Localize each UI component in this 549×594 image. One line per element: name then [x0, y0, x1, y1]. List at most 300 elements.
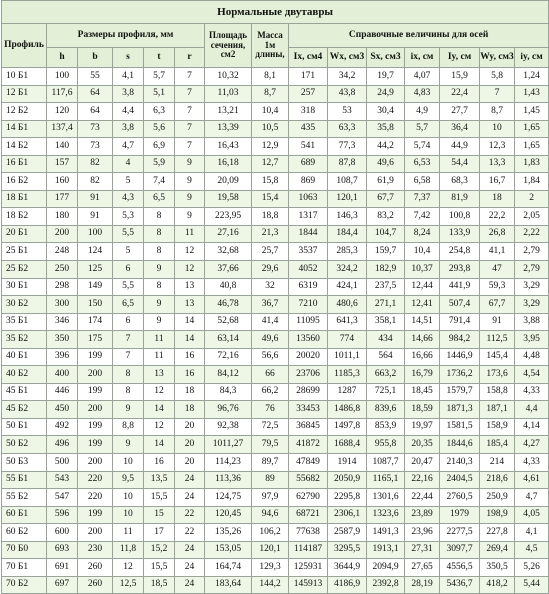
table-cell: 64	[78, 103, 113, 121]
profile-cell: 55 Б1	[2, 471, 47, 489]
table-cell: 24	[175, 489, 205, 507]
profile-cell: 60 Б1	[2, 506, 47, 524]
table-cell: 79,5	[252, 436, 289, 454]
table-cell: 199	[78, 436, 113, 454]
table-cell: 1491,3	[367, 524, 405, 542]
table-cell: 22,44	[405, 489, 440, 507]
table-cell: 11,8	[113, 541, 144, 559]
table-cell: 1913,1	[367, 541, 405, 559]
table-cell: 67,7	[480, 296, 515, 314]
table-cell: 318	[289, 103, 328, 121]
table-cell: 11095	[289, 313, 328, 331]
table-cell: 10,4	[252, 103, 289, 121]
table-cell: 285,3	[328, 243, 367, 261]
table-cell: 10	[480, 120, 515, 138]
table-row	[2, 103, 549, 121]
table-cell: 72,5	[252, 418, 289, 436]
table-cell: 18,5	[144, 576, 175, 594]
table-cell: 20	[175, 454, 205, 472]
i-beam-table	[1, 0, 549, 594]
table-cell: 89,7	[252, 454, 289, 472]
table-cell: 19,58	[205, 190, 252, 208]
table-cell: 693	[47, 541, 78, 559]
table-cell: 725,1	[367, 383, 405, 401]
table-cell: 35,8	[367, 120, 405, 138]
table-cell: 66,2	[252, 383, 289, 401]
profile-cell: 35 Б1	[2, 313, 47, 331]
table-cell: 2,22	[515, 225, 549, 243]
profile-cell: 55 Б2	[2, 489, 47, 507]
table-cell: 691	[47, 559, 78, 577]
table-cell: 16	[144, 454, 175, 472]
table-cell: 4,7	[113, 138, 144, 156]
table-cell: 1844,6	[440, 436, 480, 454]
table-cell: 12	[113, 559, 144, 577]
table-cell: 4,27	[515, 436, 549, 454]
table-row	[2, 243, 549, 261]
table-cell: 1063	[289, 190, 328, 208]
table-cell: 4,48	[515, 348, 549, 366]
table-cell: 9	[175, 208, 205, 226]
table-cell: 200	[78, 454, 113, 472]
profile-cell: 20 Б1	[2, 225, 47, 243]
table-cell: 13,5	[144, 471, 175, 489]
table-cell: 200	[47, 225, 78, 243]
table-cell: 133,9	[440, 225, 480, 243]
table-cell: 149	[78, 278, 113, 296]
sub-header: h	[47, 48, 78, 68]
table-cell: 400	[47, 366, 78, 384]
table-cell: 663,2	[367, 366, 405, 384]
table-cell: 44,2	[367, 138, 405, 156]
table-cell: 1301,6	[367, 489, 405, 507]
table-cell: 4	[113, 155, 144, 173]
table-cell: 27,7	[440, 103, 480, 121]
table-row	[2, 471, 549, 489]
table-cell: 49,6	[367, 155, 405, 173]
table-cell: 135,26	[205, 524, 252, 542]
table-cell: 4,54	[515, 366, 549, 384]
table-cell: 24	[175, 559, 205, 577]
table-cell: 174	[78, 313, 113, 331]
profile-cell: 18 Б1	[2, 190, 47, 208]
table-cell: 61,9	[367, 173, 405, 191]
table-cell: 1087,7	[367, 454, 405, 472]
table-cell: 28,19	[405, 576, 440, 594]
table-row	[2, 383, 549, 401]
table-cell: 100,8	[440, 208, 480, 226]
table-cell: 120,45	[205, 506, 252, 524]
table-cell: 492	[47, 418, 78, 436]
table-cell: 56,6	[252, 348, 289, 366]
table-cell: 7	[113, 331, 144, 349]
table-cell: 14	[144, 401, 175, 419]
table-cell: 23,96	[405, 524, 440, 542]
table-cell: 2	[515, 190, 549, 208]
table-cell: 227,8	[480, 524, 515, 542]
profile-cell: 18 Б2	[2, 208, 47, 226]
table-cell: 158,9	[480, 418, 515, 436]
table-cell: 91	[78, 190, 113, 208]
table-cell: 12	[144, 418, 175, 436]
table-cell: 5,7	[144, 68, 175, 86]
table-cell: 5,74	[405, 138, 440, 156]
profile-cell: 25 Б2	[2, 261, 47, 279]
table-cell: 82	[78, 173, 113, 191]
table-cell: 2094,9	[367, 559, 405, 577]
table-cell: 49,6	[252, 331, 289, 349]
table-cell: 293,8	[440, 261, 480, 279]
table-cell: 41,4	[252, 313, 289, 331]
table-cell: 435	[289, 120, 328, 138]
table-cell: 269,4	[480, 541, 515, 559]
table-cell: 4,61	[515, 471, 549, 489]
table-cell: 9	[113, 436, 144, 454]
table-cell: 4,1	[515, 524, 549, 542]
table-cell: 4,7	[515, 489, 549, 507]
table-cell: 13,21	[205, 103, 252, 121]
table-cell: 1287	[328, 383, 367, 401]
table-cell: 124	[78, 243, 113, 261]
table-cell: 9	[175, 173, 205, 191]
sub-header: Wx, см3	[328, 48, 367, 68]
table-cell: 96,76	[205, 401, 252, 419]
group-sizes-header: Размеры профиля, мм	[47, 24, 205, 48]
table-row	[2, 541, 549, 559]
table-cell: 8	[144, 225, 175, 243]
table-cell: 7,42	[405, 208, 440, 226]
table-cell: 15,8	[252, 173, 289, 191]
table-cell: 3295,5	[328, 541, 367, 559]
profile-cell: 16 Б2	[2, 173, 47, 191]
table-row	[2, 401, 549, 419]
table-cell: 7	[175, 103, 205, 121]
table-cell: 8,1	[252, 68, 289, 86]
table-cell: 160	[47, 173, 78, 191]
col-mass-header: Масса 1м длины,	[252, 24, 289, 68]
table-row	[2, 331, 549, 349]
table-cell: 12,44	[405, 278, 440, 296]
table-cell: 6	[113, 261, 144, 279]
table-cell: 1323,6	[367, 506, 405, 524]
table-cell: 112,5	[480, 331, 515, 349]
table-cell: 6	[113, 313, 144, 331]
group-refs-header: Справочные величины для осей	[289, 24, 549, 48]
table-row	[2, 489, 549, 507]
table-cell: 55682	[289, 471, 328, 489]
table-row	[2, 68, 549, 86]
table-cell: 10	[113, 454, 144, 472]
table-cell: 1,45	[515, 103, 549, 121]
table-cell: 223,95	[205, 208, 252, 226]
table-cell: 14	[144, 436, 175, 454]
table-cell: 158,8	[480, 383, 515, 401]
table-cell: 175	[78, 331, 113, 349]
table-cell: 20,09	[205, 173, 252, 191]
table-cell: 3644,9	[328, 559, 367, 577]
table-cell: 1,83	[515, 155, 549, 173]
table-cell: 5,5	[113, 278, 144, 296]
table-cell: 434	[367, 331, 405, 349]
table-cell: 83,2	[367, 208, 405, 226]
table-cell: 220	[78, 489, 113, 507]
table-cell: 27,16	[205, 225, 252, 243]
table-cell: 67,7	[367, 190, 405, 208]
table-cell: 146,3	[328, 208, 367, 226]
table-cell: 10	[113, 489, 144, 507]
table-cell: 1486,8	[328, 401, 367, 419]
table-title: Нормальные двутавры	[2, 1, 549, 24]
table-cell: 22	[175, 524, 205, 542]
table-cell: 6,58	[405, 173, 440, 191]
table-cell: 177	[47, 190, 78, 208]
table-cell: 36845	[289, 418, 328, 436]
table-cell: 113,36	[205, 471, 252, 489]
table-cell: 441,9	[440, 278, 480, 296]
table-cell: 250	[47, 261, 78, 279]
table-cell: 73	[78, 138, 113, 156]
col-area-header: Площадь сечения, см2	[205, 24, 252, 68]
table-cell: 91	[480, 313, 515, 331]
table-cell: 33453	[289, 401, 328, 419]
table-cell: 869	[289, 173, 328, 191]
table-cell: 230	[78, 541, 113, 559]
table-cell: 11	[113, 524, 144, 542]
table-cell: 9	[144, 261, 175, 279]
table-cell: 5,5	[113, 225, 144, 243]
table-cell: 8	[144, 278, 175, 296]
table-cell: 7	[175, 120, 205, 138]
table-cell: 32,68	[205, 243, 252, 261]
table-cell: 13560	[289, 331, 328, 349]
table-cell: 5	[113, 173, 144, 191]
table-cell: 36,4	[440, 120, 480, 138]
profile-cell: 30 Б2	[2, 296, 47, 314]
table-cell: 5,26	[515, 559, 549, 577]
table-cell: 114,23	[205, 454, 252, 472]
table-cell: 25,7	[252, 243, 289, 261]
table-row	[2, 155, 549, 173]
sub-header: Ix, см4	[289, 48, 328, 68]
table-row	[2, 173, 549, 191]
table-cell: 641,3	[328, 313, 367, 331]
table-cell: 23706	[289, 366, 328, 384]
table-cell: 324,2	[328, 261, 367, 279]
table-cell: 2,05	[515, 208, 549, 226]
table-cell: 596	[47, 506, 78, 524]
table-cell: 9	[175, 155, 205, 173]
table-cell: 1446,9	[440, 348, 480, 366]
table-cell: 564	[367, 348, 405, 366]
table-cell: 125	[78, 261, 113, 279]
table-cell: 396	[47, 348, 78, 366]
table-cell: 84,3	[205, 383, 252, 401]
table-cell: 104,7	[367, 225, 405, 243]
table-cell: 1581,5	[440, 418, 480, 436]
table-cell: 5436,7	[440, 576, 480, 594]
table-row	[2, 190, 549, 208]
table-cell: 4,33	[515, 383, 549, 401]
table-cell: 47	[480, 261, 515, 279]
table-cell: 7	[480, 85, 515, 103]
table-cell: 496	[47, 436, 78, 454]
table-cell: 1497,8	[328, 418, 367, 436]
table-cell: 689	[289, 155, 328, 173]
table-cell: 8	[113, 366, 144, 384]
table-cell: 2050,9	[328, 471, 367, 489]
table-cell: 12	[175, 261, 205, 279]
table-cell: 1688,4	[328, 436, 367, 454]
table-cell: 3,88	[515, 313, 549, 331]
table-cell: 117,6	[47, 85, 78, 103]
profile-cell: 45 Б2	[2, 401, 47, 419]
table-cell: 4,14	[515, 418, 549, 436]
table-cell: 547	[47, 489, 78, 507]
table-cell: 14	[175, 331, 205, 349]
table-cell: 257	[289, 85, 328, 103]
table-cell: 3537	[289, 243, 328, 261]
profile-cell: 10 Б1	[2, 68, 47, 86]
table-cell: 29,6	[252, 261, 289, 279]
table-cell: 114187	[289, 541, 328, 559]
table-cell: 28699	[289, 383, 328, 401]
table-cell: 16,18	[205, 155, 252, 173]
table-cell: 41872	[289, 436, 328, 454]
profile-cell: 40 Б2	[2, 366, 47, 384]
table-row	[2, 366, 549, 384]
table-cell: 36,7	[252, 296, 289, 314]
table-cell: 16	[175, 348, 205, 366]
table-cell: 34,2	[328, 68, 367, 86]
table-cell: 248	[47, 243, 78, 261]
table-cell: 9	[144, 313, 175, 331]
table-cell: 5,44	[515, 576, 549, 594]
table-cell: 4,1	[113, 68, 144, 86]
table-cell: 44,9	[440, 138, 480, 156]
table-cell: 4,4	[113, 103, 144, 121]
table-cell: 7,4	[144, 173, 175, 191]
table-cell: 4556,5	[440, 559, 480, 577]
table-cell: 9	[113, 401, 144, 419]
table-cell: 8,8	[113, 418, 144, 436]
table-cell: 157	[47, 155, 78, 173]
table-cell: 37,66	[205, 261, 252, 279]
table-cell: 1317	[289, 208, 328, 226]
table-cell: 200	[78, 366, 113, 384]
table-cell: 16,66	[405, 348, 440, 366]
table-cell: 27,31	[405, 541, 440, 559]
table-cell: 20	[175, 436, 205, 454]
table-cell: 120,1	[252, 541, 289, 559]
table-body	[2, 68, 549, 594]
table-cell: 164,74	[205, 559, 252, 577]
table-cell: 1,24	[515, 68, 549, 86]
table-cell: 1011,27	[205, 436, 252, 454]
table-cell: 12	[144, 383, 175, 401]
table-cell: 18,45	[405, 383, 440, 401]
table-cell: 62790	[289, 489, 328, 507]
table-cell: 15,5	[144, 559, 175, 577]
table-cell: 16	[175, 366, 205, 384]
table-cell: 22,2	[480, 208, 515, 226]
table-cell: 11	[144, 331, 175, 349]
table-cell: 129,3	[252, 559, 289, 577]
table-cell: 424,1	[328, 278, 367, 296]
table-cell: 200	[78, 401, 113, 419]
table-cell: 18,59	[405, 401, 440, 419]
sub-header: iy, см	[515, 48, 549, 68]
table-cell: 13	[144, 366, 175, 384]
table-cell: 254,8	[440, 243, 480, 261]
table-cell: 16,43	[205, 138, 252, 156]
table-row	[2, 506, 549, 524]
table-cell: 63,3	[328, 120, 367, 138]
sub-header: Sx, см3	[367, 48, 405, 68]
table-cell: 144,2	[252, 576, 289, 594]
table-cell: 24	[175, 471, 205, 489]
table-cell: 40,8	[205, 278, 252, 296]
table-cell: 137,4	[47, 120, 78, 138]
table-cell: 8,7	[480, 103, 515, 121]
table-cell: 5,1	[144, 85, 175, 103]
table-cell: 17	[144, 524, 175, 542]
table-cell: 180	[47, 208, 78, 226]
table-cell: 3,29	[515, 278, 549, 296]
table-cell: 600	[47, 524, 78, 542]
table-cell: 6,9	[144, 138, 175, 156]
table-cell: 1,43	[515, 85, 549, 103]
profile-cell: 30 Б1	[2, 278, 47, 296]
table-cell: 77638	[289, 524, 328, 542]
table-cell: 11	[175, 225, 205, 243]
table-cell: 12,7	[252, 155, 289, 173]
table-cell: 218,6	[480, 471, 515, 489]
table-cell: 418,2	[480, 576, 515, 594]
table-cell: 55	[78, 68, 113, 86]
table-cell: 4,07	[405, 68, 440, 86]
table-cell: 1914	[328, 454, 367, 472]
table-cell: 32	[252, 278, 289, 296]
table-cell: 77,3	[328, 138, 367, 156]
table-cell: 5,6	[144, 120, 175, 138]
table-row	[2, 418, 549, 436]
table-cell: 955,8	[367, 436, 405, 454]
table-cell: 6,5	[144, 190, 175, 208]
col-profile-header: Профиль	[2, 24, 47, 68]
table-cell: 3,29	[515, 296, 549, 314]
table-cell: 89	[252, 471, 289, 489]
table-cell: 260	[78, 559, 113, 577]
table-cell: 1979	[440, 506, 480, 524]
profile-cell: 35 Б2	[2, 331, 47, 349]
table-cell: 507,4	[440, 296, 480, 314]
table-cell: 4,33	[515, 454, 549, 472]
profile-cell: 60 Б2	[2, 524, 47, 542]
table-cell: 350,5	[480, 559, 515, 577]
table-cell: 81,9	[440, 190, 480, 208]
table-row	[2, 436, 549, 454]
table-cell: 3,8	[113, 85, 144, 103]
profile-cell: 70 Б0	[2, 541, 47, 559]
table-cell: 15,5	[144, 489, 175, 507]
table-cell: 185,4	[480, 436, 515, 454]
table-cell: 13,39	[205, 120, 252, 138]
table-cell: 24	[175, 541, 205, 559]
table-cell: 15,9	[440, 68, 480, 86]
table-cell: 1,84	[515, 173, 549, 191]
table-cell: 97,9	[252, 489, 289, 507]
table-cell: 6319	[289, 278, 328, 296]
